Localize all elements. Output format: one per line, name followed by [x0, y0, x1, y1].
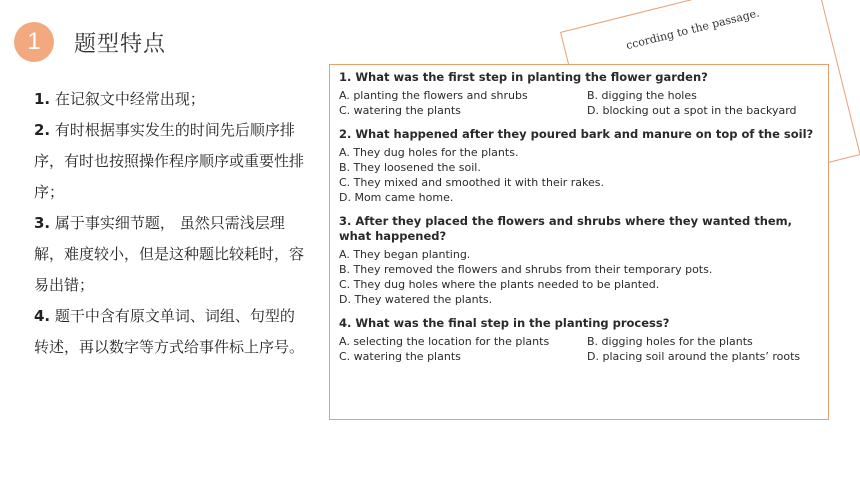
question-text: 1. What was the first step in planting the flower garden?: [339, 70, 708, 84]
question-text: 3. After they placed the flowers and shrubs where they wanted them, what happened?: [339, 214, 793, 243]
option-a: A. planting the flowers and shrubs: [339, 89, 528, 102]
option-grid: [339, 334, 828, 364]
question-text: 2. What happened after they poured bark and manure on top of the soil?: [339, 127, 814, 141]
question-3: [339, 214, 828, 307]
option-a: A. They began planting.: [339, 248, 471, 261]
option-b: B. They removed the flowers and shrubs from their temporary pots.: [339, 263, 713, 276]
question-text: 4. What was the final step in the planting process?: [339, 316, 670, 330]
option-d: D. placing soil around the plants’ roots: [587, 350, 801, 363]
page-title: 题型特点: [74, 32, 167, 57]
option-d: D. Mom came home.: [339, 191, 454, 204]
option-a: A. They dug holes for the plants.: [339, 146, 519, 159]
option-b: B. They loosened the soil.: [339, 161, 481, 174]
feature-point-3: 3. 属于事实细节题， 虽然只需浅层理解，难度较小，但是这种题比较耗时，容易出错；: [34, 214, 305, 294]
option-c: C. watering the plants: [339, 104, 461, 117]
section-number-badge: [14, 22, 54, 62]
option-d: D. They watered the plants.: [339, 293, 493, 306]
option-grid: [339, 88, 828, 118]
option-c: C. They mixed and smoothed it with their rakes.: [339, 176, 605, 189]
feature-point-4: 4. 题干中含有原文单词、词组、句型的转述，再以数字等方式给事件标上序号。: [34, 307, 305, 356]
question-4: [339, 316, 828, 364]
question-sheet: [329, 64, 829, 420]
option-d: D. blocking out a spot in the backyard: [587, 104, 797, 117]
option-c: C. They dug holes where the plants needed to be planted.: [339, 278, 660, 291]
question-1: [339, 70, 828, 118]
background-worksheet-text: ccording to the passage.: [624, 6, 761, 53]
option-b: B. digging holes for the plants: [587, 335, 753, 348]
option-b: B. digging the holes: [587, 89, 697, 102]
question-2: [339, 127, 828, 205]
option-a: A. selecting the location for the plants: [339, 335, 550, 348]
option-c: C. watering the plants: [339, 350, 461, 363]
feature-point-2: 2. 有时根据事实发生的时间先后顺序排序，有时也按照操作程序顺序或重要性排序；: [34, 121, 305, 201]
feature-list: [34, 84, 304, 363]
section-number: 1: [27, 28, 41, 55]
feature-point-1: 1. 在记叙文中经常出现；: [34, 90, 205, 108]
